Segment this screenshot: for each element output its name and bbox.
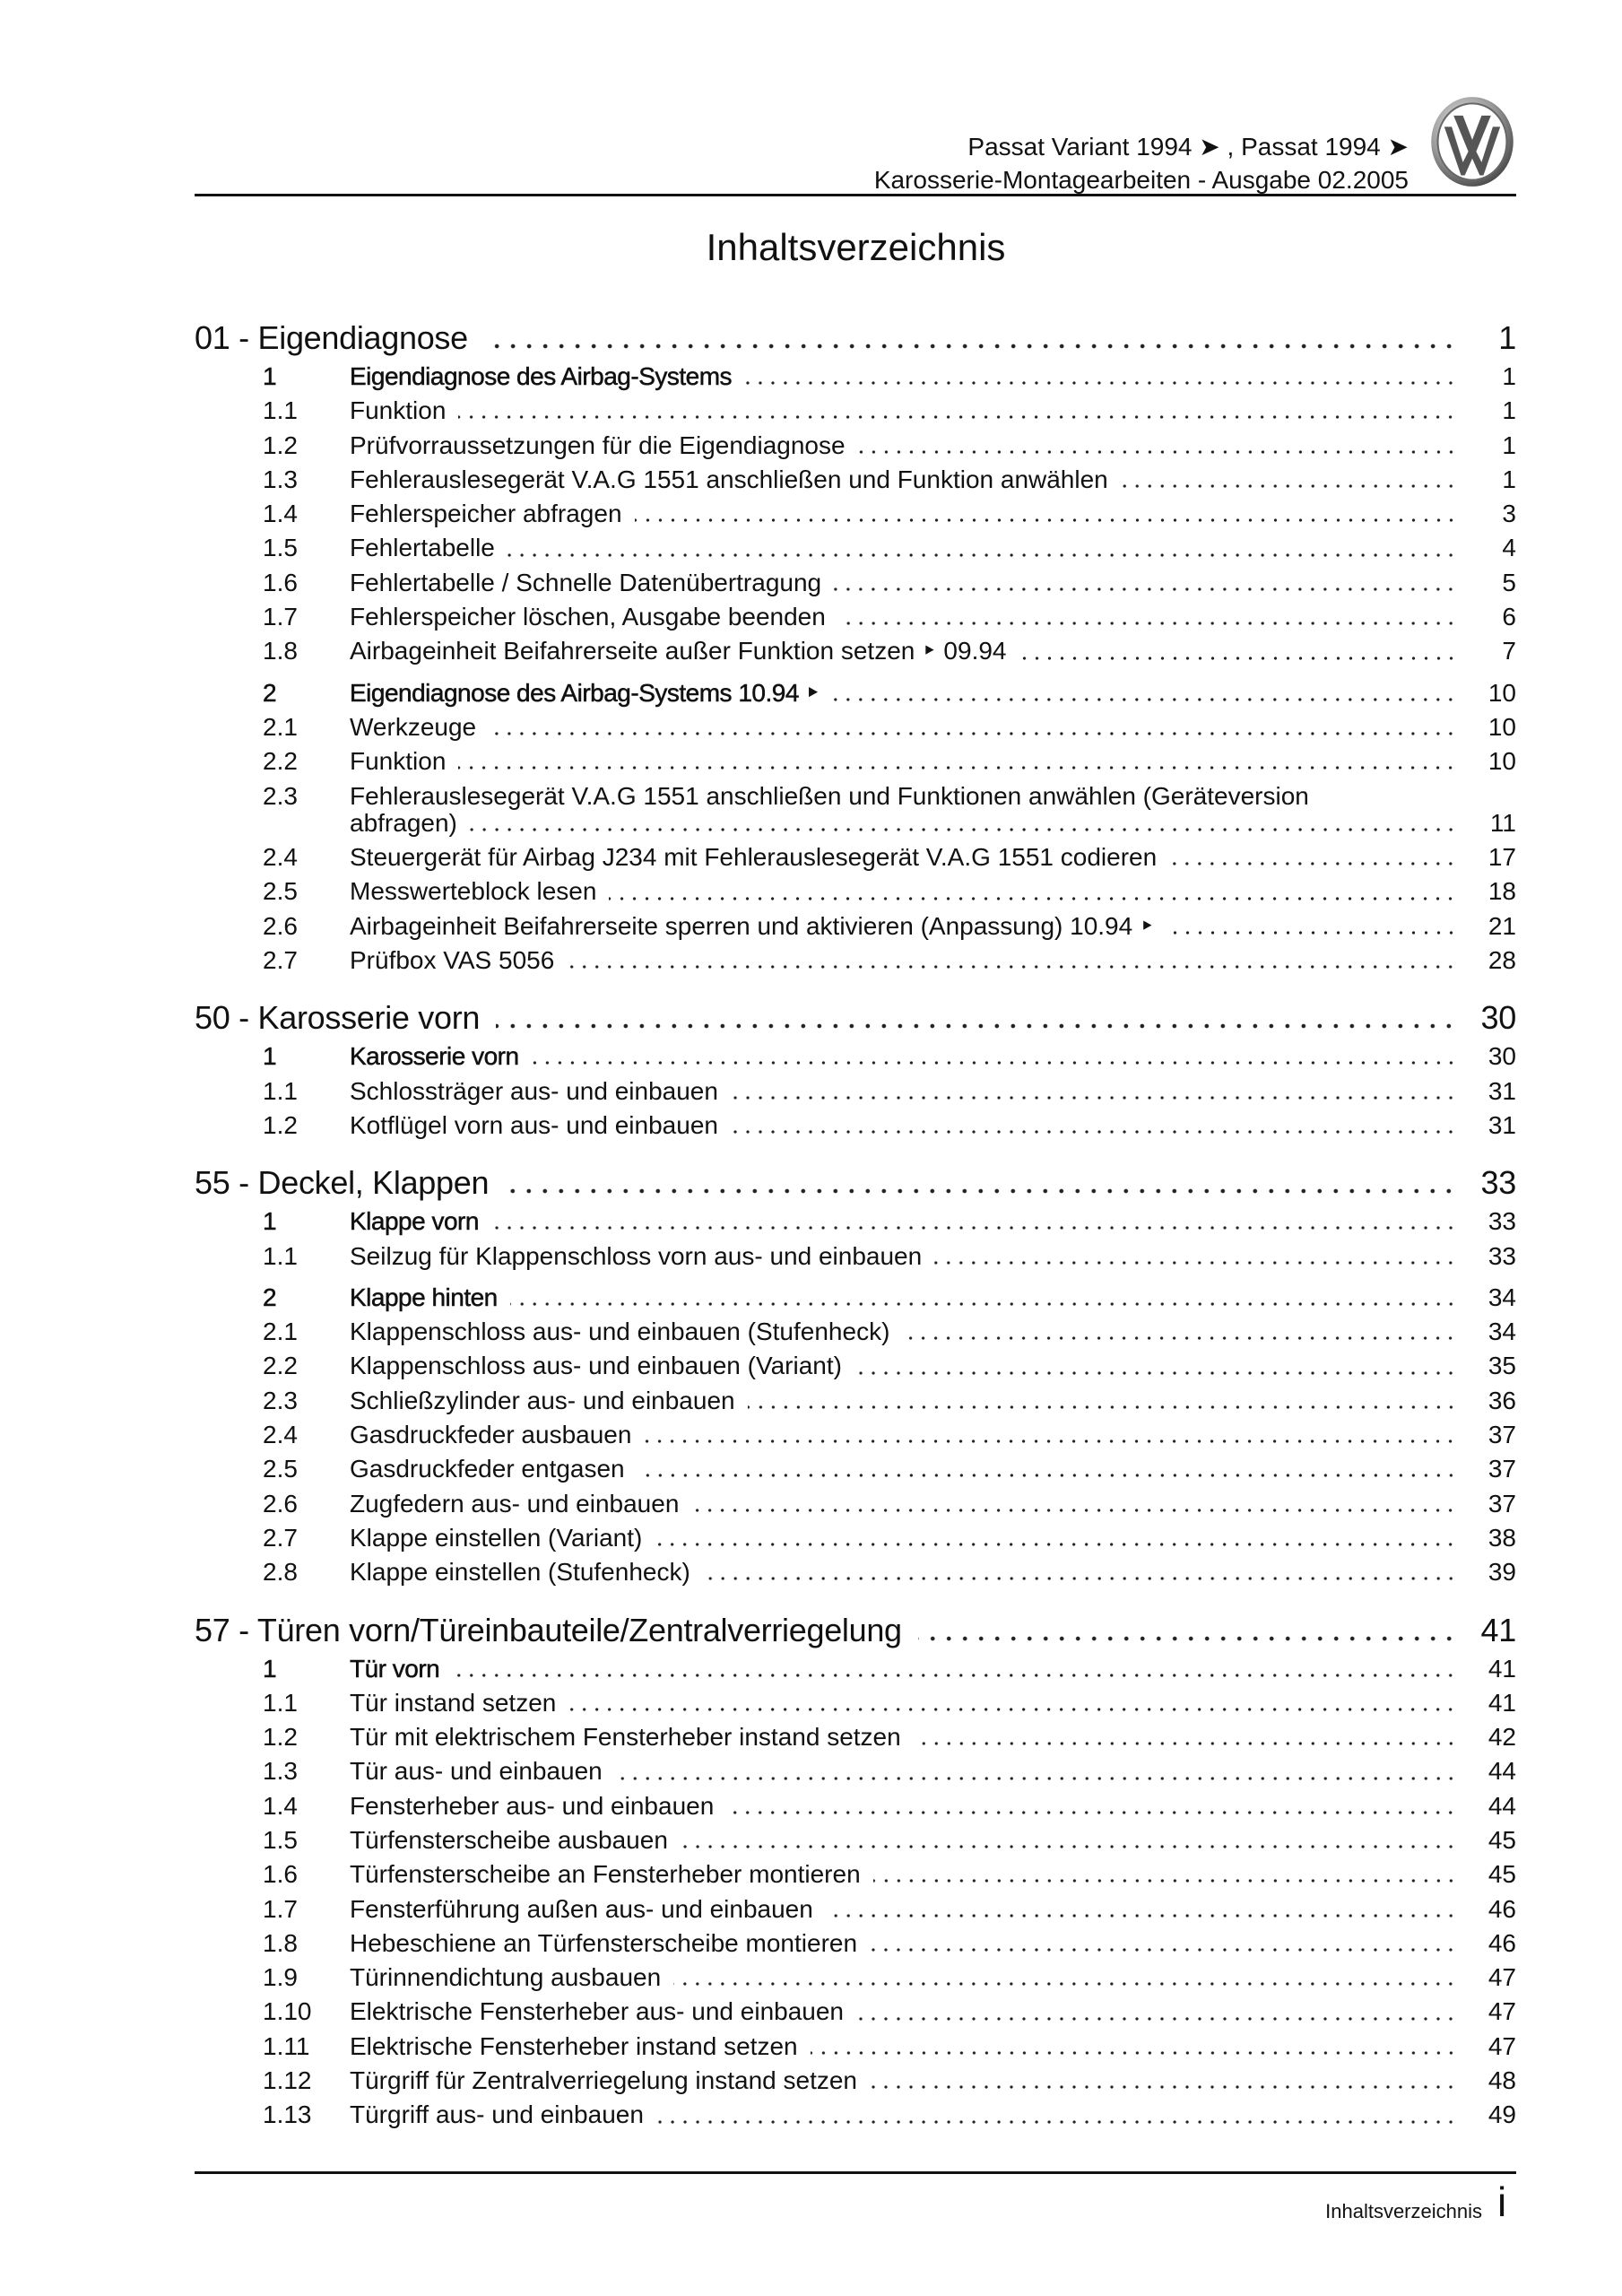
dot-leader — [470, 825, 1457, 834]
entry-page-number: 1 — [1502, 465, 1516, 493]
dot-leader — [731, 1093, 1457, 1102]
chapter-page-number: 41 — [1480, 1611, 1516, 1648]
entry-title: Elektrische Fensterheber aus- und einbauen — [350, 1997, 845, 2026]
toc-entry[interactable] — [195, 463, 1516, 497]
entry-title: Türfensterscheibe ausbauen — [350, 1825, 668, 1854]
dot-leader — [458, 413, 1457, 422]
entry-number: 2.3 — [263, 781, 298, 810]
dot-leader — [496, 1022, 1457, 1031]
entry-title: Tür mit elektrischem Fensterheber instand setzen — [350, 1723, 901, 1752]
toc-group-entry[interactable] — [195, 676, 1516, 710]
toc-entry[interactable] — [195, 1686, 1516, 1720]
toc-entry[interactable] — [195, 634, 1516, 668]
entry-title: Karosserie vorn — [350, 1042, 519, 1071]
entry-title: Klappenschloss aus- und einbauen (Variant) — [350, 1352, 842, 1380]
toc-entry[interactable] — [195, 1109, 1516, 1143]
entry-page-number: 34 — [1488, 1318, 1516, 1346]
entry-title: Tür instand setzen — [350, 1688, 557, 1717]
entry-page-number: 31 — [1488, 1076, 1516, 1105]
entry-title: Funktion — [350, 396, 447, 425]
entry-number: 1.7 — [263, 1894, 298, 1923]
entry-title: Schließzylinder aus- und einbauen — [350, 1386, 735, 1414]
entry-page-number: 47 — [1488, 1963, 1516, 1992]
entry-page-number: 10 — [1488, 747, 1516, 776]
toc-entry-continuation[interactable] — [195, 806, 1516, 840]
chapter-title: 57 - Türen vorn/Türeinbauteile/Zentralverriegelung — [195, 1611, 902, 1648]
vw-logo — [1426, 95, 1519, 188]
entry-number: 2.5 — [263, 1455, 298, 1483]
dot-leader — [731, 1127, 1457, 1136]
dot-leader — [873, 1876, 1457, 1885]
entry-title: Fehlerspeicher löschen, Ausgabe beenden — [350, 603, 826, 631]
entry-title: Schlossträger aus- und einbauen — [350, 1076, 718, 1105]
chapter-page-number: 1 — [1498, 319, 1516, 356]
header-rule — [195, 194, 1516, 196]
dot-leader — [458, 763, 1457, 772]
toc-chapter-entry[interactable] — [195, 1161, 1516, 1205]
toc-entry[interactable] — [195, 840, 1516, 874]
entry-title: Tür aus- und einbauen — [350, 1757, 603, 1786]
entry-title: Tür vorn — [350, 1654, 440, 1683]
entry-number: 1.5 — [263, 534, 298, 562]
dot-leader — [656, 2118, 1457, 2126]
entry-number: 1.2 — [263, 430, 298, 459]
dot-leader — [918, 1634, 1457, 1643]
entry-title: Gasdruckfeder entgasen — [350, 1455, 625, 1483]
toc-entry[interactable] — [195, 874, 1516, 909]
entry-number: 2.1 — [263, 1318, 298, 1346]
toc-chapter-entry[interactable] — [195, 317, 1516, 360]
toc-entry[interactable] — [195, 1555, 1516, 1589]
toc-entry[interactable] — [195, 2064, 1516, 2098]
entry-title: Werkzeuge — [350, 712, 477, 741]
entry-title: Prüfbox VAS 5056 — [350, 946, 555, 975]
toc-chapter-entry[interactable] — [195, 996, 1516, 1039]
entry-page-number: 31 — [1488, 1110, 1516, 1139]
toc-group-entry[interactable] — [195, 1652, 1516, 1686]
entry-number: 1.4 — [263, 500, 298, 528]
entry-page-number: 34 — [1488, 1283, 1516, 1311]
entry-page-number: 10 — [1488, 712, 1516, 741]
dot-leader — [484, 342, 1457, 351]
entry-number: 1.6 — [263, 1860, 298, 1889]
entry-page-number: 37 — [1488, 1421, 1516, 1449]
entry-title: Airbageinheit Beifahrerseite sperren und aktivieren (Anpassung) 10.94 ‣ — [350, 911, 1155, 940]
entry-number: 2.5 — [263, 877, 298, 906]
entry-page-number: 7 — [1502, 637, 1516, 665]
entry-page-number: 28 — [1488, 946, 1516, 975]
entry-number: 2.7 — [263, 1523, 298, 1552]
toc-entry[interactable] — [195, 2030, 1516, 2064]
entry-title: Zugfedern aus- und einbauen — [350, 1489, 680, 1518]
entry-number: 2.1 — [263, 712, 298, 741]
toc-entry[interactable] — [195, 600, 1516, 634]
entry-number: 1.8 — [263, 637, 298, 665]
entry-page-number: 37 — [1488, 1489, 1516, 1518]
entry-title: Hebeschiene an Türfensterscheibe montieren — [350, 1928, 858, 1957]
toc-entry[interactable] — [195, 1961, 1516, 1995]
footer-page-number: i — [1497, 2179, 1507, 2225]
entry-page-number: 35 — [1488, 1352, 1516, 1380]
toc-entry[interactable] — [195, 531, 1516, 565]
entry-page-number: 18 — [1488, 877, 1516, 906]
entry-title: Klappenschloss aus- und einbauen (Stufenheck) — [350, 1318, 890, 1346]
toc-entry[interactable] — [195, 566, 1516, 600]
chapter-title: 01 - Eigendiagnose — [195, 319, 468, 356]
dot-leader — [744, 378, 1457, 387]
entry-number: 1.12 — [263, 2066, 312, 2095]
entry-page-number: 30 — [1488, 1042, 1516, 1071]
dot-leader — [510, 1300, 1457, 1309]
dot-leader — [567, 962, 1457, 971]
entry-page-number: 41 — [1488, 1654, 1516, 1683]
entry-title: Fensterheber aus- und einbauen — [350, 1791, 715, 1820]
entry-title: Türgriff für Zentralverriegelung instand setzen — [350, 2066, 857, 2095]
entry-number: 2.4 — [263, 1421, 298, 1449]
dot-leader — [638, 1471, 1457, 1480]
entry-page-number: 17 — [1488, 843, 1516, 872]
entry-number: 1 — [263, 1207, 277, 1236]
entry-title: Prüfvorraussetzungen für die Eigendiagnose — [350, 430, 846, 459]
entry-number: 1.13 — [263, 2100, 312, 2129]
entry-page-number: 21 — [1488, 911, 1516, 940]
entry-title: Fehlertabelle — [350, 534, 495, 562]
dot-leader — [655, 1540, 1457, 1549]
dot-leader — [1019, 654, 1458, 663]
entry-page-number: 33 — [1488, 1207, 1516, 1236]
entry-page-number: 37 — [1488, 1455, 1516, 1483]
toc-entry[interactable] — [195, 1487, 1516, 1521]
dot-leader — [568, 1705, 1457, 1714]
entry-number: 1.2 — [263, 1110, 298, 1139]
toc-group-entry[interactable] — [195, 1205, 1516, 1239]
entry-title: Klappe vorn — [350, 1207, 479, 1236]
entry-number: 2 — [263, 678, 277, 707]
dot-leader — [681, 1842, 1457, 1851]
toc-entry[interactable] — [195, 1720, 1516, 1754]
dot-leader — [726, 1808, 1457, 1817]
dot-leader — [1121, 482, 1457, 491]
dot-leader — [673, 1979, 1457, 1988]
entry-title: Eigendiagnose des Airbag-Systems 10.94 ‣ — [350, 678, 820, 707]
entry-title: Fehlerspeicher abfragen — [350, 500, 622, 528]
entry-page-number: 11 — [1489, 808, 1516, 837]
entry-page-number: 36 — [1488, 1386, 1516, 1414]
entry-page-number: 1 — [1502, 362, 1516, 390]
entry-page-number: 4 — [1502, 534, 1516, 562]
toc-entry[interactable] — [195, 1349, 1516, 1383]
dot-leader — [902, 1334, 1457, 1343]
toc-entry[interactable] — [195, 1892, 1516, 1926]
entry-page-number: 47 — [1488, 2031, 1516, 2060]
entry-number: 1.11 — [263, 2031, 310, 2060]
chapter-page-number: 33 — [1480, 1164, 1516, 1202]
toc-entry[interactable] — [195, 909, 1516, 944]
entry-number: 2 — [263, 1283, 277, 1311]
entry-number: 2.6 — [263, 911, 298, 940]
dot-leader — [870, 2083, 1457, 2092]
entry-number: 1.1 — [263, 396, 298, 425]
toc-entry[interactable] — [195, 744, 1516, 778]
dot-leader — [452, 1671, 1457, 1680]
entry-title: Steuergerät für Airbag J234 mit Fehlerauslesegerät V.A.G 1551 codieren — [350, 843, 1158, 872]
toc-entry[interactable] — [195, 944, 1516, 978]
toc-entry[interactable] — [195, 1857, 1516, 1892]
toc-entry[interactable] — [195, 2098, 1516, 2132]
entry-page-number: 38 — [1488, 1523, 1516, 1552]
entry-title: Funktion — [350, 747, 447, 776]
entry-number: 1.1 — [263, 1688, 298, 1717]
entry-number: 2.2 — [263, 747, 298, 776]
entry-page-number: 45 — [1488, 1860, 1516, 1889]
dot-leader — [826, 1911, 1457, 1920]
toc-entry[interactable] — [195, 1315, 1516, 1349]
dot-leader — [914, 1739, 1457, 1748]
toc-entry[interactable] — [195, 1754, 1516, 1788]
entry-page-number: 1 — [1502, 430, 1516, 459]
dot-leader — [489, 729, 1457, 738]
dot-leader — [691, 1506, 1457, 1515]
entry-page-number: 1 — [1502, 396, 1516, 425]
entry-title: Klappe einstellen (Stufenheck) — [350, 1558, 690, 1587]
entry-number: 1 — [263, 362, 277, 390]
toc-entry[interactable] — [195, 710, 1516, 744]
dot-leader — [703, 1574, 1457, 1583]
chapter-title: 55 - Deckel, Klappen — [195, 1164, 490, 1202]
entry-number: 1.7 — [263, 603, 298, 631]
dot-leader — [505, 1187, 1457, 1196]
entry-title: Fehlertabelle / Schnelle Datenübertragung — [350, 568, 822, 596]
entry-number: 1.8 — [263, 1928, 298, 1957]
entry-title: Türfensterscheibe an Fensterheber montieren — [350, 1860, 861, 1889]
entry-page-number: 3 — [1502, 500, 1516, 528]
dot-leader — [832, 695, 1457, 704]
chapter-page-number: 30 — [1480, 999, 1516, 1037]
entry-title: Klappe einstellen (Variant) — [350, 1523, 643, 1552]
dot-leader — [615, 1774, 1457, 1783]
toc-entry[interactable] — [195, 1521, 1516, 1555]
toc-group-entry[interactable] — [195, 360, 1516, 394]
entry-page-number: 44 — [1488, 1757, 1516, 1786]
entry-number: 1.2 — [263, 1723, 298, 1752]
toc-entry[interactable] — [195, 394, 1516, 428]
toc-chapter-entry[interactable] — [195, 1609, 1516, 1652]
dot-leader — [532, 1058, 1457, 1067]
entry-number: 2.7 — [263, 946, 298, 975]
entry-page-number: 45 — [1488, 1825, 1516, 1854]
dot-leader — [838, 619, 1457, 628]
entry-page-number: 41 — [1488, 1688, 1516, 1717]
entry-page-number: 47 — [1488, 1997, 1516, 2026]
toc-entry[interactable] — [195, 1074, 1516, 1109]
entry-number: 1.1 — [263, 1241, 298, 1270]
entry-title: Fehlerauslesegerät V.A.G 1551 anschließen und Funktionen anwählen (Geräteversion — [350, 781, 1309, 810]
entry-number: 1.6 — [263, 568, 298, 596]
dot-leader — [491, 1223, 1457, 1232]
dot-leader — [748, 1403, 1457, 1412]
entry-number: 1 — [263, 1654, 277, 1683]
entry-title: Seilzug für Klappenschloss vorn aus- und einbauen — [350, 1241, 923, 1270]
header-manual-edition: Karosserie-Montagearbeiten - Ausgabe 02.2005 — [873, 166, 1409, 194]
toc-group-entry[interactable] — [195, 1281, 1516, 1315]
page-title: Inhaltsverzeichnis — [706, 226, 1006, 268]
entry-number: 2.8 — [263, 1558, 298, 1587]
entry-number: 2.2 — [263, 1352, 298, 1380]
toc-entry[interactable] — [195, 429, 1516, 463]
entry-number: 1.10 — [263, 1997, 312, 2026]
entry-page-number: 44 — [1488, 1791, 1516, 1820]
entry-page-number: 46 — [1488, 1894, 1516, 1923]
toc-entry[interactable] — [195, 497, 1516, 531]
entry-title: Türgriff aus- und einbauen — [350, 2100, 644, 2129]
entry-number: 1.1 — [263, 1076, 298, 1105]
entry-number: 1.3 — [263, 1757, 298, 1786]
toc-entry[interactable] — [195, 1239, 1516, 1274]
entry-title: Türinnendichtung ausbauen — [350, 1963, 662, 1992]
entry-page-number: 48 — [1488, 2066, 1516, 2095]
entry-number: 2.6 — [263, 1489, 298, 1518]
dot-leader — [870, 1945, 1457, 1954]
dot-leader — [644, 1437, 1457, 1446]
entry-number: 1.3 — [263, 465, 298, 493]
entry-page-number: 10 — [1488, 678, 1516, 707]
chapter-title: 50 - Karosserie vorn — [195, 999, 481, 1037]
dot-leader — [609, 894, 1457, 903]
dot-leader — [1169, 859, 1457, 868]
entry-title: Elektrische Fensterheber instand setzen — [350, 2031, 798, 2060]
dot-leader — [856, 2014, 1457, 2023]
toc-entry[interactable] — [195, 1418, 1516, 1452]
dot-leader — [811, 2048, 1457, 2057]
entry-title: Messwerteblock lesen — [350, 877, 597, 906]
dot-leader — [1167, 928, 1458, 937]
entry-page-number: 49 — [1488, 2100, 1516, 2129]
entry-page-number: 39 — [1488, 1558, 1516, 1587]
dot-leader — [635, 516, 1457, 525]
entry-number: 1.4 — [263, 1791, 298, 1820]
entry-title-continued: abfragen) — [350, 808, 457, 837]
entry-title: Klappe hinten — [350, 1283, 498, 1311]
entry-title: Gasdruckfeder ausbauen — [350, 1421, 632, 1449]
dot-leader — [934, 1258, 1457, 1267]
entry-title: Eigendiagnose des Airbag-Systems — [350, 362, 733, 390]
entry-page-number: 5 — [1502, 568, 1516, 596]
toc-entry[interactable] — [195, 1789, 1516, 1823]
entry-title: Kotflügel vorn aus- und einbauen — [350, 1110, 718, 1139]
entry-page-number: 6 — [1502, 603, 1516, 631]
dot-leader — [854, 1369, 1457, 1378]
toc-group-entry[interactable] — [195, 1039, 1516, 1074]
toc-entry[interactable] — [195, 1823, 1516, 1857]
entry-page-number: 46 — [1488, 1928, 1516, 1957]
entry-page-number: 42 — [1488, 1723, 1516, 1752]
toc-entry[interactable] — [195, 1926, 1516, 1961]
entry-number: 1.5 — [263, 1825, 298, 1854]
table-of-contents — [195, 317, 1516, 2133]
entry-page-number: 33 — [1488, 1241, 1516, 1270]
entry-title: Fensterführung außen aus- und einbauen — [350, 1894, 813, 1923]
entry-number: 1.9 — [263, 1963, 298, 1992]
entry-title: Airbageinheit Beifahrerseite außer Funktion setzen ‣ 09.94 — [350, 637, 1007, 665]
dot-leader — [858, 448, 1457, 457]
dot-leader — [507, 551, 1457, 560]
toc-entry[interactable] — [195, 1452, 1516, 1486]
footer-section-label: Inhaltsverzeichnis — [1325, 2200, 1482, 2222]
entry-number: 1 — [263, 1042, 277, 1071]
header-vehicle-models: Passat Variant 1994 ➤ , Passat 1994 ➤ — [967, 133, 1409, 161]
entry-title: Fehlerauslesegerät V.A.G 1551 anschließen und Funktion anwählen — [350, 465, 1108, 493]
dot-leader — [834, 585, 1457, 594]
toc-entry[interactable] — [195, 1384, 1516, 1418]
footer-rule — [195, 2171, 1516, 2174]
entry-number: 2.3 — [263, 1386, 298, 1414]
entry-number: 2.4 — [263, 843, 298, 872]
toc-entry[interactable] — [195, 1995, 1516, 2029]
